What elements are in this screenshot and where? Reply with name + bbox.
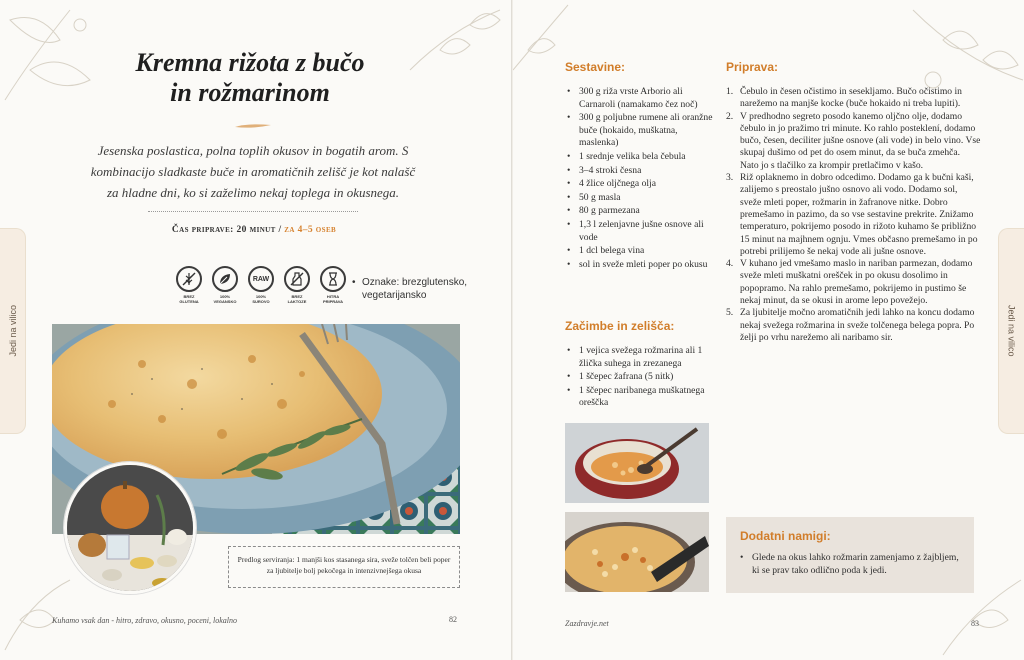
intro-text: Jesenska poslastica, polna toplih okusov in bogatih arom. S kombinacijo sladkaste buče in aromatičnih zelišč je kot nalašč za hladne dni, ko si zaželimo nekaj toplega in okusnega. [90,143,416,200]
ingredient-item: • 1,3 l zelenjavne jušne osnove ali vode [565,219,715,244]
title-line-1: Kremna rižota z bučo [135,48,365,77]
ingredients-heading: Sestavine: [565,60,626,74]
ingredients-section [565,60,715,272]
cooking-pot-photo [565,423,709,503]
side-tab-label: Jedi na vilico [1006,305,1017,357]
step-text: V kuhano jed vmešamo maslo in nariban parmezan, dodamo sveže mleti muškatni orešček in po okusu dosolimo in popopramo. Na rahlo premešamo, pokrijemo in pustimo še nekaj minut, da se okusi in arome lepo povežejo. [740,258,973,307]
raw-text: RAW [252,275,270,283]
servings: za 4–5 oseb [284,225,337,235]
leaf-decoration-icon [513,0,573,80]
step-item [726,111,981,172]
preparation-steps [726,86,981,344]
ingredients-photo [64,462,196,594]
risotto-pan-photo [565,512,709,592]
ingredient-item: • 300 g poljubne rumene ali oranžne buče (hokaido, muškatna, maslenka) [565,112,715,150]
ingredients-list [565,86,715,271]
preparation-section [726,60,981,344]
ingredient-item: • 1 srednje velika bela čebula [565,151,715,164]
serving-suggestion-box: Predlog serviranja: 1 manjši kos stasanega sira, sveže tolčen beli poper za ljubitelje bolj pekočega in intenzivnejšega okusa [228,546,460,588]
gluten-free-badge [175,266,203,304]
ingredient-item: • 80 g parmezana [565,205,715,218]
spice-item: • 1 ščepec žafrana (5 nitk) [565,371,715,384]
labels-note-item: • Oznake: brezglutensko, vegetarijansko [352,276,492,302]
side-tab-label: Jedi na vilico [7,305,18,357]
preparation-heading: Priprava: [726,60,779,74]
step-number: 5. [726,307,734,319]
step-text: Za ljubitelje močno aromatičnih jedi lahko na koncu dodamo nekaj svežega rožmarina in sveže tolčenega belega popra. Po želji po vrhu narežemo ali naribamo sir. [740,307,975,343]
footer-text: Kuhamo vsak dan - hitro, zdravo, okusno, poceni, lokalno [52,616,238,625]
ingredient-item: • 1 dcl belega vina [565,245,715,258]
separator: / [275,225,285,235]
raw-icon [248,266,274,292]
tips-list [740,551,960,577]
spices-list [565,345,715,411]
vegetarian-icon [212,266,238,292]
spice-item: • 1 vejica svežega rožmarina ali 1 žlička suhega in zrezanega [565,345,715,370]
side-tab [0,228,26,434]
tips-box [726,517,974,593]
diet-badges [175,266,347,304]
step-text: V predhodno segreto posodo kanemo oljčno olje, dodamo čebulo in jo pražimo tri minute. Ko rahlo posteklení, dodamo bučo, česen, deciliter jušne osnove (ali vode) in belo vino. Vse skupaj dušimo od pet do osem minut, da se buča zmehča. Nato jo s tlačilko za krompir pretlačimo v kašo. [740,110,981,171]
badge-label: BREZ GLUTENA [179,294,199,304]
side-tab [998,228,1024,434]
step-text: Čebulo in česen očistimo in sesekljamo. Bučo očistimo in narežemo na manjše kocke (buče hokaido ni treba lupiti). [740,86,962,110]
ingredient-item: • sol in sveže mleti poper po okusu [565,259,715,272]
ingredient-item: • 50 g masla [565,192,715,205]
raw-badge [247,266,275,304]
labels-note [352,276,492,302]
quick-prep-badge [319,266,347,304]
lactose-free-icon [284,266,310,292]
badge-label: HITRA PRIPRAVA [322,294,344,304]
leaf-decoration-icon [0,560,80,660]
step-text: Riž oplaknemo in dobro odcedimo. Dodamo ga k bučni kaši, zalijemo s preostalo jušno osnovo ali vodo. Dodamo sol, sveže mleti poper, rožmarin in žafranove nitke. Dobro premešamo in pazimo, da so vse sestavine prekrite. Znižamo temperaturo, pokrijemo posodo in rižoto kuhamo še približno 15 minut na majhnem ognju. Vmes občasno premešamo in po potrebi prilijemo še nekaj vode ali jušne osnove. [740,172,978,257]
badge-label: BREZ LAKTOZE [287,294,307,304]
spice-item: • 1 ščepec naribanega muškatnega oreščka [565,385,715,410]
vegetarian-badge [211,266,239,304]
right-page [512,0,1024,660]
step-item [726,172,981,258]
page-number: 83 [971,619,979,628]
step-number: 1. [726,86,734,97]
brush-stroke-icon [233,122,273,130]
tip-item: • Glede na okus lahko rožmarin zamenjamo z žajbljem, ki se prav tako odlično poda k jedi. [740,551,960,577]
dotted-divider [148,211,358,212]
badge-label: 100% VEGANSKO [213,294,237,304]
footer-text: Zazdravje.net [565,619,609,628]
recipe-title [80,48,420,108]
ingredient-item: • 300 g riža vrste Arborio ali Carnaroli (namakamo čez noč) [565,86,715,111]
page-number: 82 [449,615,457,624]
badge-label: 100% SUROVO [252,294,270,304]
step-item [726,258,981,307]
spices-heading: Začimbe in zelišča: [565,319,675,333]
title-line-2: in rožmarinom [170,78,330,107]
prep-time: Čas priprave: 20 minut [171,225,276,235]
tips-heading: Dodatni namigi: [740,529,831,543]
step-number: 2. [726,110,734,122]
step-number: 4. [726,258,734,270]
gluten-free-icon [176,266,202,292]
step-number: 3. [726,172,734,184]
hourglass-icon [320,266,346,292]
lactose-free-badge [283,266,311,304]
prep-time-line [100,225,408,235]
ingredient-item: • 3–4 stroki česna [565,165,715,178]
step-item [726,86,981,111]
ingredient-item: • 4 žlice oljčnega olja [565,178,715,191]
step-item [726,307,981,344]
